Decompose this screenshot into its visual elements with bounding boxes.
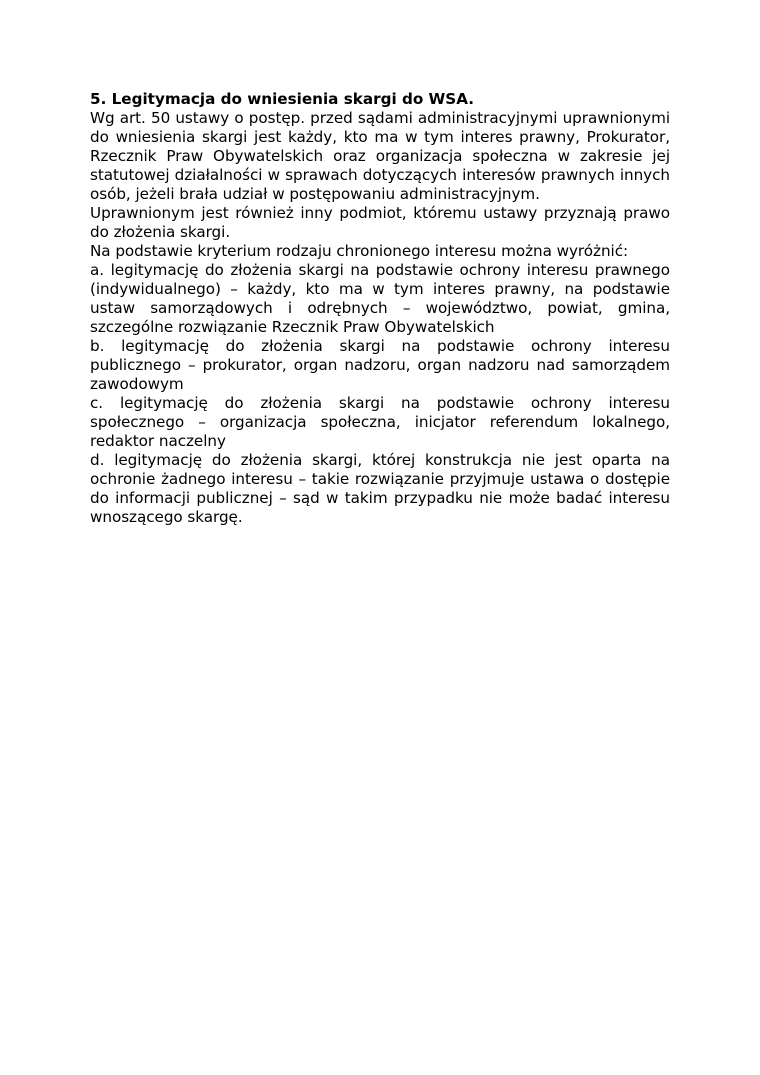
- list-item-d: d. legitymację do złożenia skargi, której konstrukcja nie jest oparta na ochronie żadnego interesu – takie rozwiązanie przyjmuje ustawa o dostępie do informacji publicznej – sąd w takim przypadku nie może badać interesu wnoszącego skargę.: [90, 451, 670, 526]
- paragraph-other-entity: Uprawnionym jest również inny podmiot, któremu ustawy przyznają prawo do złożenia skargi.: [90, 204, 670, 241]
- list-item-c: c. legitymację do złożenia skargi na podstawie ochrony interesu społecznego – organizacja społeczna, inicjator referendum lokalnego, redaktor naczelny: [90, 394, 670, 450]
- section-heading: 5. Legitymacja do wniesienia skargi do WSA.: [90, 90, 475, 108]
- list-item-b: b. legitymację do złożenia skargi na podstawie ochrony interesu publicznego – prokurator, organ nadzoru, organ nadzoru nad samorządem zawodowym: [90, 337, 670, 393]
- paragraph-criteria-intro: Na podstawie kryterium rodzaju chronionego interesu można wyróżnić:: [90, 242, 629, 260]
- paragraph-art-50: Wg art. 50 ustawy o postęp. przed sądami administracyjnymi uprawnionymi do wniesienia skargi jest każdy, kto ma w tym interes prawny, Prokurator, Rzecznik Praw Obywatelskich oraz organizacja społeczna w zakresie jej statutowej działalności w sprawach dotyczących interesów prawnych innych osób, jeżeli brała udział w postępowaniu administracyjnym.: [90, 109, 670, 203]
- list-item-a: a. legitymację do złożenia skargi na podstawie ochrony interesu prawnego (indywidualnego) – każdy, kto ma w tym interes prawny, na podstawie ustaw samorządowych i odrębnych – województwo, powiat, gmina, szczególne rozwiązanie Rzecznik Praw Obywatelskich: [90, 261, 670, 336]
- document-body: [90, 90, 670, 527]
